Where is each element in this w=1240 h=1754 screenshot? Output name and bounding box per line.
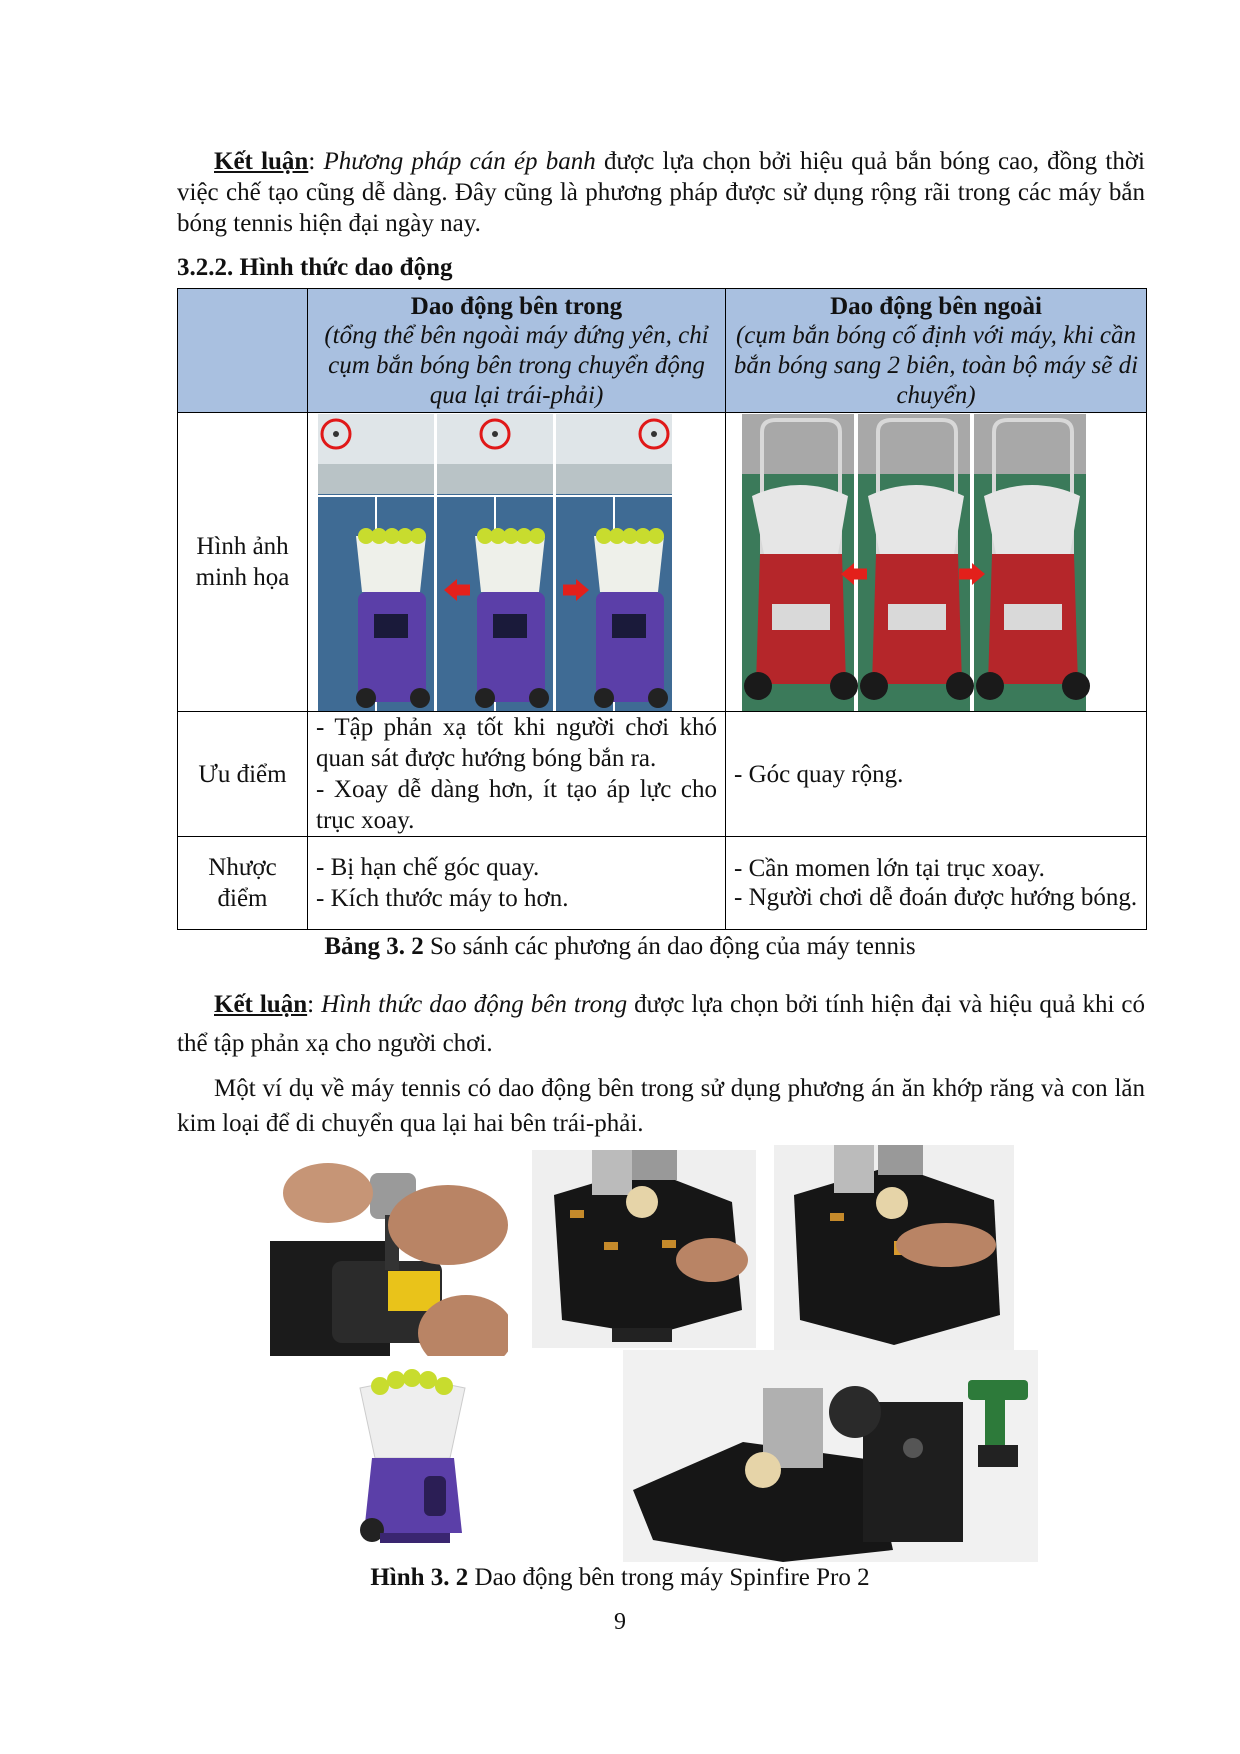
- header-subtitle: (cụm bắn bóng cố định với máy, khi cần bắn bóng sang 2 biên, toàn bộ máy sẽ di chuyển): [733, 322, 1139, 409]
- conclusion-paragraph-2: [177, 985, 1145, 1063]
- header-title: Dao động bên trong: [410, 293, 623, 320]
- wheel: [830, 672, 858, 700]
- tennis-ball: [648, 528, 664, 544]
- header-empty-cell: [178, 289, 308, 413]
- header-title: Dao động bên ngoài: [830, 293, 1042, 320]
- pros-outer-line-1: - Góc quay rộng.: [734, 760, 904, 788]
- cell-outer-images: [726, 413, 1147, 712]
- conclusion-text: được lựa chọn bởi hiệu quả bắn bóng cao, đồng thời việc chế tạo cũng dễ dàng. Đây cũng là phương pháp được sử dụng rộng rãi trong các máy bắn bóng tennis hiện đại ngày nay.: [177, 148, 1145, 237]
- cell-cons-inner: [308, 837, 726, 930]
- cell-inner-images: [308, 413, 726, 712]
- conclusion-label: Kết luận: [214, 991, 308, 1018]
- wheel: [744, 672, 772, 700]
- outer-oscillation-illustration: [726, 414, 1145, 711]
- photo-spinfire-machine: [350, 1358, 475, 1562]
- outer-frame: [974, 414, 1090, 711]
- colon: :: [308, 148, 324, 175]
- cons-outer-line-1: - Cần momen lớn tại trục xoay.: [734, 855, 1045, 882]
- row-label-text: Nhược điểm: [208, 854, 277, 912]
- table-row-images: [178, 413, 1147, 712]
- header-subtitle: (tổng thể bên ngoài máy đứng yên, chỉ cụm bắn bóng bên trong chuyển động qua lại trái-phải): [324, 322, 709, 409]
- wheel: [410, 688, 430, 708]
- conclusion-emphasis: Phương pháp cán ép banh: [323, 148, 596, 175]
- label-plate: [772, 604, 830, 630]
- wheel: [529, 688, 549, 708]
- inner-frame: [318, 414, 434, 711]
- example-paragraph: Một ví dụ về máy tennis có dao động bên trong sử dụng phương án ăn khớp răng và con lăn kim loại để di chuyển qua lại hai bên trái-phải.: [177, 1075, 1145, 1137]
- page-number: 9: [614, 1609, 626, 1635]
- outer-frame: [742, 414, 858, 711]
- conclusion-label: Kết luận: [214, 148, 309, 175]
- wheel: [475, 688, 495, 708]
- photo-fitting-roller: [774, 1145, 1014, 1352]
- label-plate: [888, 604, 946, 630]
- cons-inner-line-1: - Bị hạn chế góc quay.: [316, 854, 540, 881]
- photo-oscillation-plate: [532, 1150, 756, 1348]
- label-plate: [1004, 604, 1062, 630]
- machine-body: [596, 592, 664, 702]
- figure-caption-number: Hình 3. 2: [370, 1564, 469, 1591]
- table-row-cons: [178, 837, 1147, 930]
- photo-assembly-with-drill: [623, 1350, 1038, 1562]
- wheel: [594, 688, 614, 708]
- machine-body: [477, 592, 545, 702]
- inner-oscillation-illustration: [308, 414, 724, 711]
- row-label-cons: [178, 837, 308, 930]
- table-caption-text: So sánh các phương án dao động của máy tennis: [423, 933, 916, 960]
- wheel: [1062, 672, 1090, 700]
- cell-pros-inner: [308, 712, 726, 837]
- figure-caption-text: Dao động bên trong máy Spinfire Pro 2: [468, 1564, 870, 1591]
- control-panel: [612, 614, 646, 638]
- colon: :: [307, 991, 322, 1018]
- section-heading: 3.2.2. Hình thức dao động: [177, 254, 453, 281]
- conclusion-emphasis: Hình thức dao động bên trong: [321, 991, 628, 1018]
- ball: [333, 431, 339, 437]
- row-label-images: Hình ảnh minh họa: [178, 413, 308, 712]
- wheel: [976, 672, 1004, 700]
- hopper: [868, 485, 964, 554]
- control-panel: [493, 614, 527, 638]
- row-label-pros: Ưu điểm: [178, 712, 308, 837]
- outer-frame: [858, 414, 974, 711]
- header-outer-oscillation: [726, 289, 1147, 413]
- table-header-row: [178, 289, 1147, 413]
- inner-frame: [556, 414, 672, 711]
- ball: [492, 431, 498, 437]
- hopper: [984, 485, 1080, 554]
- cons-outer-line-2: - Người chơi dễ đoán được hướng bóng.: [734, 884, 1138, 911]
- hopper: [594, 536, 664, 592]
- pros-inner-line-1: - Tập phản xạ tốt khi người chơi khó quan sát được hướng bóng bắn ra.: [316, 714, 717, 772]
- wheel: [860, 672, 888, 700]
- wheel: [648, 688, 668, 708]
- hopper: [752, 485, 848, 554]
- hopper: [356, 536, 426, 592]
- cons-inner-line-2: - Kích thước máy to hơn.: [316, 885, 569, 912]
- comparison-table: [177, 288, 1147, 930]
- figure-caption: [0, 1564, 1240, 1592]
- ball: [651, 431, 657, 437]
- hopper: [475, 536, 545, 592]
- wheel: [356, 688, 376, 708]
- table-caption-number: Bảng 3. 2: [324, 933, 424, 960]
- photo-hands-adjusting-motor: [270, 1143, 508, 1356]
- table-row-pros: [178, 712, 1147, 837]
- pros-inner-line-2: - Xoay dễ dàng hơn, ít tạo áp lực cho trục xoay.: [316, 776, 717, 834]
- wheel: [946, 672, 974, 700]
- tennis-ball: [529, 528, 545, 544]
- machine-body: [358, 592, 426, 702]
- cell-cons-outer: [726, 837, 1147, 930]
- conclusion-paragraph-1: [177, 146, 1145, 239]
- tennis-ball: [410, 528, 426, 544]
- control-panel: [374, 614, 408, 638]
- header-inner-oscillation: [308, 289, 726, 413]
- cell-pros-outer: [726, 712, 1147, 837]
- table-caption: [0, 933, 1240, 961]
- inner-frame: [437, 414, 553, 711]
- conclusion-text: được lựa chọn bởi tính hiện đại và hiệu quả khi có thể tập phản xạ cho người chơi.: [177, 991, 1145, 1057]
